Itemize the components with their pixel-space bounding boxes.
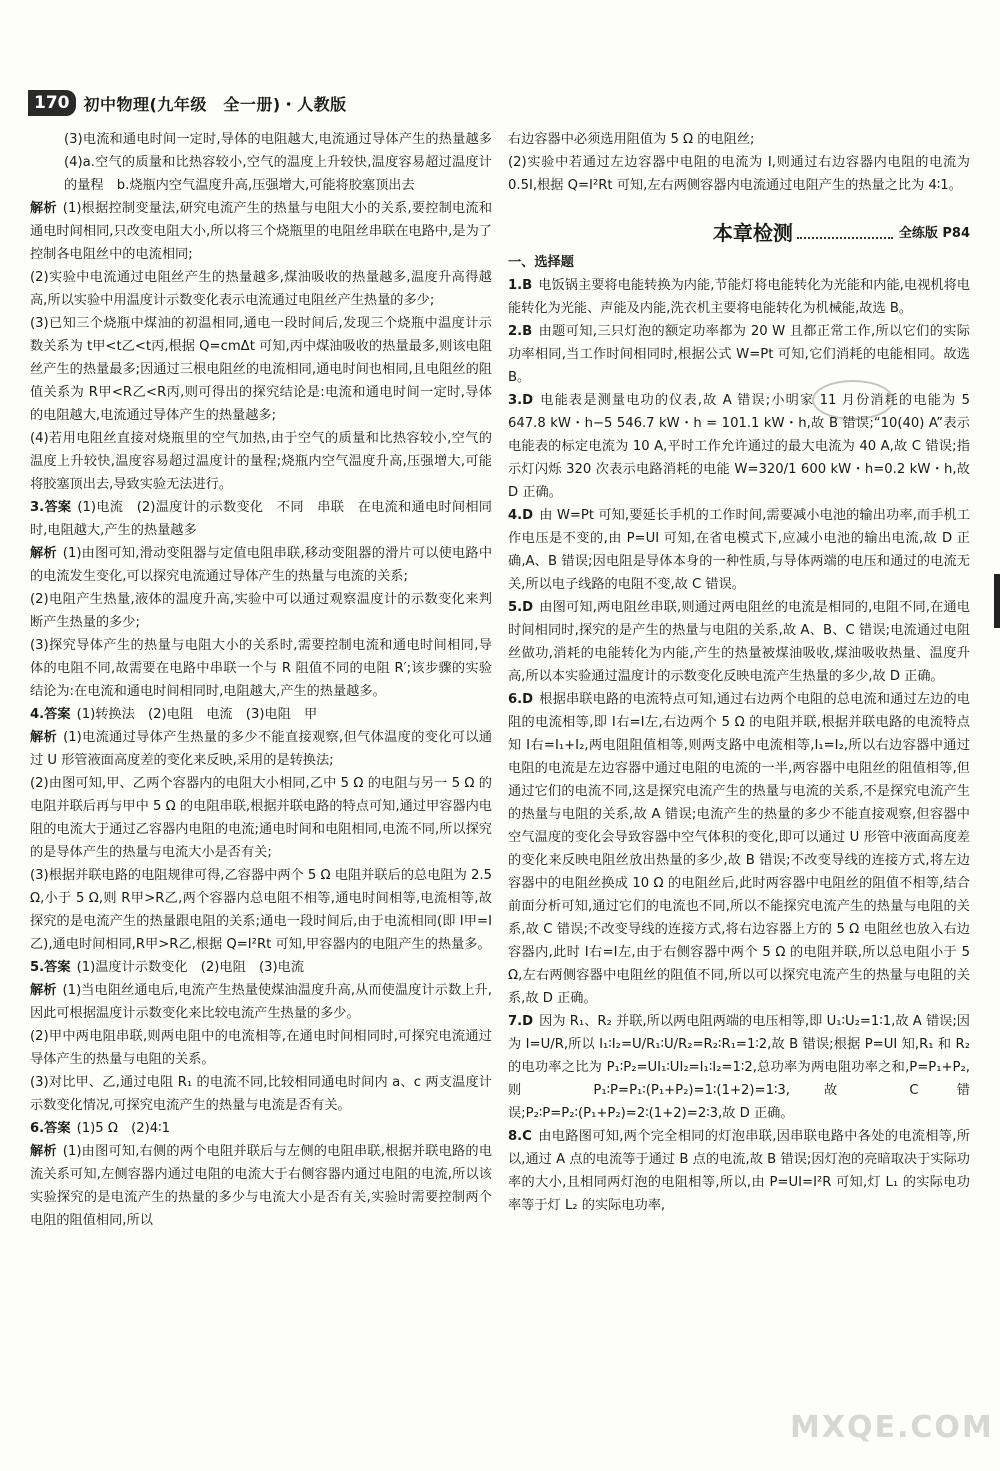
paragraph-text: (4)若用电阻丝直接对烧瓶里的空气加热,由于空气的质量和比热容较小,空气的温度上升较快,温度容易超过温度计的量程;烧瓶内空气温度升高,压强增大,可能将胶塞顶出去,导致实验无法进行。	[30, 431, 492, 492]
paragraph	[30, 312, 492, 427]
paragraph	[508, 504, 970, 596]
paragraph	[30, 1117, 492, 1140]
book-title: 初中物理(九年级 全一册)・人教版	[83, 94, 347, 114]
paragraph-text: (3)电流和通电时间一定时,导体的电阻越大,电流通过导体产生的热量越多 (4)a.空气的质量和比热容较小,空气的温度上升较快,温度容易超过温度计的量程 b.烧瓶内空气温度升高,压强增大,可能将胶塞顶出去	[64, 132, 506, 193]
stamp-mark	[812, 380, 894, 420]
answer-label: 解析	[30, 1144, 57, 1159]
paragraph	[30, 427, 492, 496]
section-title: 本章检测	[712, 221, 793, 245]
paragraph-text: 由题可知,三只灯泡的额定功率都为 20 W 且都正常工作,所以它们的实际功率相同,当工作时间相同时,根据公式 W=Pt 可知,它们消耗的电能相同。故选 B。	[508, 324, 970, 385]
answer-label: 1.B	[508, 278, 533, 293]
paragraph-text: 因为 R₁、R₂ 并联,所以两电阻两端的电压相等,即 U₁∶U₂=1∶1,故 A 错误;因为 I=U/R,所以 I₁∶I₂=U/R₁∶U/R₂=R₂∶R₁=1∶2,故 B 错误;根据 P=UI 知,R₁ 和 R₂ 的电功率之比为 P₁∶P₂=UI₁∶UI₂=I₁∶I₂=1∶2,总功率为两电阻功率之和,P=P₁+P₂,则 P₁∶P=P₁∶(P₁+P₂)=1∶(1+2)=1∶3,故 C 错误;P₂∶P=P₂∶(P₁+P₂)=2∶(1+2)=2∶3,故 D 正确。	[508, 1014, 970, 1121]
paragraph	[30, 979, 492, 1025]
paragraph-text: (1)电流通过导体产生热量的多少不能直接观察,但气体温度的变化可以通过 U 形管液面高度差的变化来反映,采用的是转换法;	[30, 730, 493, 768]
paragraph	[30, 496, 492, 542]
paragraph	[508, 128, 970, 151]
paragraph-text: (1)5 Ω (2)4∶1	[76, 1121, 170, 1136]
right-column-top	[508, 128, 970, 197]
paragraph-text: (2)实验中若通过左边容器中电阻的电流为 I,则通过右边容器内电阻的电流为 0.5I,根据 Q=I²Rt 可知,左右两侧容器内电流通过电阻产生的热量之比为 4∶1。	[508, 155, 970, 193]
leader-dots	[797, 237, 893, 239]
paragraph	[30, 266, 492, 312]
answer-label: 8.C	[508, 1129, 532, 1144]
paragraph-text: 由电路图可知,两个完全相同的灯泡串联,因串联电路中各处的电流相等,所以,通过 A 点的电流等于通过 B 点的电流,故 B 错误;因灯泡的亮暗取决于实际功率的大小,且相同两灯泡的电阻相等,所以,由 P=UI=I²R 可知,灯 L₁ 的实际电功率等于灯 L₂ 的实际电功率,	[508, 1129, 970, 1213]
answer-label: 解析	[30, 983, 57, 998]
paragraph-text: (2)实验中电流通过电阻丝产生的热量越多,煤油吸收的热量越多,温度升高得越高,所以实验中用温度计示数变化表示电流通过电阻丝产生热量的多少;	[30, 270, 492, 308]
paragraph	[508, 688, 970, 1010]
paragraph-text: (3)根据并联电路的电阻规律可得,乙容器中两个 5 Ω 电阻并联后的总电阻为 2.5 Ω,小于 5 Ω,则 R甲>R乙,两个容器内总电阻不相等,通电时间相等,电流相等,故探究的是电流产生的热量跟电阻的关系;通电一段时间后,由于电流相同(即 I甲=I乙),通电时间相同,R甲>R乙,根据 Q=I²Rt 可知,甲容器内的电阻产生的热量多。	[30, 868, 492, 952]
site-watermark: MXQE.COM	[790, 1410, 994, 1445]
paragraph-text: (1)由图可知,右侧的两个电阻并联后与左侧的电阻串联,根据并联电路的电流关系可知,左侧容器内通过电阻的电流大于右侧容器内通过电阻的电流,所以该实验探究的是电流产生的热量的多少与电流大小是否有关,实验时需要控制两个电阻的阻值相同,所以	[30, 1144, 493, 1228]
paragraph-text: 根据串联电路的电流特点可知,通过右边两个电阻的总电流和通过左边的电阻的电流相等,即 I右=I左,右边两个 5 Ω 的电阻并联,根据并联电路的电流特点知 I右=I₁+I₂,两电阻阻值相等,则两支路中电流相等,I₁=I₂,所以右边容器中通过电阻的电流是左边容器中通过电阻的电流的一半,两容器中电阻丝的阻值相等,但通过它们的电流不同,这是探究电流产生的热量与电流的关系,不是探究电流产生的热量与电阻的关系,故 A 错误;电流产生的热量的多少不能直接观察,但容器中空气温度的变化会导致容器中空气体积的变化,即可以通过 U 形管中液面高度差的变化来反映电阻丝放出热量的多少,故 B 错误;不改变导线的连接方式,将左边容器中的电阻丝换成 10 Ω 的电阻丝后,此时两容器中电阻丝的阻值不相等,结合前面分析可知,通过它们的电流也不同,所以不能探究电流产生的热量与电阻的关系,故 C 错误;不改变导线的连接方式,将右边容器上方的 5 Ω 电阻丝也放入右边容器内,此时 I右=I左,由于右侧容器中两个 5 Ω 的电阻并联,所以总电阻小于 5 Ω,左右两侧容器中电阻丝的阻值不同,所以可以探究电流产生的热量与电阻的关系,故 D 正确。	[508, 692, 970, 1006]
paragraph-text: (1)由图可知,滑动变阻器与定值电阻串联,移动变阻器的滑片可以使电路中的电流发生变化,可以探究电流通过导体产生的热量与电流的关系;	[30, 546, 493, 584]
answer-label: 2.B	[508, 324, 533, 339]
paragraph	[508, 320, 970, 389]
paragraph	[508, 596, 970, 688]
page-edge-tab	[994, 574, 1000, 628]
paragraph	[508, 1010, 970, 1125]
paragraph	[30, 956, 492, 979]
paragraph	[30, 726, 492, 772]
paragraph-text: (2)甲中两电阻串联,则两电阻中的电流相等,在通电时间相同时,可探究电流通过导体产生的热量与电阻的关系。	[30, 1029, 492, 1067]
paragraph-text: 电能表是测量电功的仪表,故 A 错误;小明家 11 月份消耗的电能为 5 647.8 kW・h−5 546.7 kW・h = 101.1 kW・h,故 B 错误;“10(40) A”表示电能表的标定电流为 10 A,平时工作允许通过的最大电流为 40 A,故 C 错误;指示灯闪烁 320 次表示电路消耗的电能 W=320/1 600 kW・h=0.2 kW・h,故 D 正确。	[508, 393, 970, 500]
paragraph-text: 由 W=Pt 可知,要延长手机的工作时间,需要减小电池的输出功率,而手机工作电压是不变的,由 P=UI 可知,在省电模式下,应减小电池的输出电流,故 D 正确,A、B 错误;因电阻是导体本身的一种性质,与导体两端的电压和通过的电流无关,所以电子线路的电阻不变,故 C 错误。	[508, 508, 970, 592]
answer-label: 4.D	[508, 508, 534, 523]
answer-label: 解析	[30, 730, 58, 745]
answer-label: 6.D	[508, 692, 534, 707]
answer-label: 5.答案	[30, 960, 71, 975]
paragraph	[30, 1071, 492, 1117]
paragraph-text: (1)电流 (2)温度计的示数变化 不同 串联 在电流和通电时间相同时,电阻越大,产生的热量越多	[30, 500, 492, 538]
left-column	[30, 128, 506, 1232]
answer-label: 3.答案	[30, 500, 72, 515]
page-header	[28, 86, 347, 120]
section-page-ref: 全练版 P84	[898, 226, 970, 241]
paragraph-text: (3)对比甲、乙,通过电阻 R₁ 的电流不同,比较相同通电时间内 a、c 两支温度计示数变化情况,可探究电流产生的热量与电流是否有关。	[30, 1075, 492, 1113]
paragraph	[508, 389, 970, 504]
paragraph	[508, 274, 970, 320]
paragraph-text: (3)已知三个烧瓶中煤油的初温相同,通电一段时间后,发现三个烧瓶中温度计示数关系为 t甲<t乙<t丙,根据 Q=cmΔt 可知,丙中煤油吸收的热量最多,则该电阻丝产生的热量最多;因通过三根电阻丝的电流相同,通电时间也相同,且电阻丝的阻值关系为 R甲<R乙<R丙,则可得出的探究结论是:电流和通电时间一定时,导体的电阻越大,电流通过导体产生的热量越多;	[30, 316, 492, 423]
paragraph-text: (2)电阻产生热量,液体的温度升高,实验中可以通过观察温度计的示数变化来判断产生热量的多少;	[30, 592, 492, 630]
paragraph	[30, 634, 492, 703]
paragraph	[30, 772, 492, 864]
paragraph-text: (3)探究导体产生的热量与电阻大小的关系时,需要控制电流和通电时间相同,导体的电阻不同,故需要在电路中串联一个与 R 阻值不同的电阻 R′;该步骤的实验结论为:在电流和通电时间相同时,电阻越大,产生的热量越多。	[30, 638, 492, 699]
paragraph	[508, 1125, 970, 1217]
right-column	[508, 128, 970, 1217]
answer-label: 4.答案	[30, 707, 71, 722]
paragraph-text: (1)温度计示数变化 (2)电阻 (3)电流	[76, 960, 305, 975]
paragraph-text: 电饭锅主要将电能转换为内能,节能灯将电能转化为光能和内能,电视机将电能转化为光能、声能及内能,洗衣机主要将电能转化为机械能,故选 B。	[508, 278, 970, 316]
paragraph	[508, 151, 970, 197]
paragraph-text: (1)根据控制变量法,研究电流产生的热量与电阻大小的关系,要控制电流和通电时间相同,只改变电阻大小,所以将三个烧瓶里的电阻丝串联在电路中,是为了控制各电阻丝中的电流相同;	[30, 201, 493, 262]
answer-label: 6.答案	[30, 1121, 71, 1136]
paragraph-text: 右边容器中必须选用阻值为 5 Ω 的电阻丝;	[508, 132, 755, 147]
paragraph	[30, 542, 492, 588]
chapter-test-heading	[508, 205, 970, 245]
paragraph-text: (2)由图可知,甲、乙两个容器内的电阻大小相同,乙中 5 Ω 的电阻与另一 5 Ω 的电阻并联后再与甲中 5 Ω 的电阻串联,根据并联电路的特点可知,通过甲容器内电阻的电流大于通过乙容器内电阻的电流;通电时间和电阻相同,电流不同,所以探究的是导体产生的热量与电流大小是否有关;	[30, 776, 492, 860]
paragraph	[30, 128, 506, 197]
paragraph	[30, 588, 492, 634]
answer-label: 解析	[30, 201, 57, 216]
paragraph-text: (1)当电阻丝通电后,电流产生热量使煤油温度升高,从而使温度计示数上升,因此可根据温度计示数变化来比较电流产生热量的多少。	[30, 983, 492, 1021]
paragraph	[30, 703, 492, 726]
answer-label: 5.D	[508, 600, 534, 615]
paragraph	[30, 864, 492, 956]
paragraph-text: (1)转换法 (2)电阻 电流 (3)电阻 甲	[76, 707, 318, 722]
answer-label: 3.D	[508, 393, 534, 408]
subsection-title: 一、选择题	[508, 255, 574, 270]
paragraph	[30, 1140, 492, 1232]
answer-label: 解析	[30, 546, 57, 561]
page-number: 170	[28, 90, 76, 116]
paragraph-text: 由图可知,两电阻丝串联,则通过两电阻丝的电流是相同的,电阻不同,在通电时间相同时,探究的是产生的热量与电阻的关系,故 A、B、C 错误;电流通过电阻丝做功,消耗的电能转化为内能,产生的热量被煤油吸收,煤油吸收热量、温度升高,所以本实验通过温度计的示数变化反映电流产生热量的多少,故 D 正确。	[508, 600, 970, 684]
answer-label: 7.D	[508, 1014, 534, 1029]
paragraph	[30, 1025, 492, 1071]
paragraph	[30, 197, 492, 266]
right-column-answers	[508, 274, 970, 1217]
